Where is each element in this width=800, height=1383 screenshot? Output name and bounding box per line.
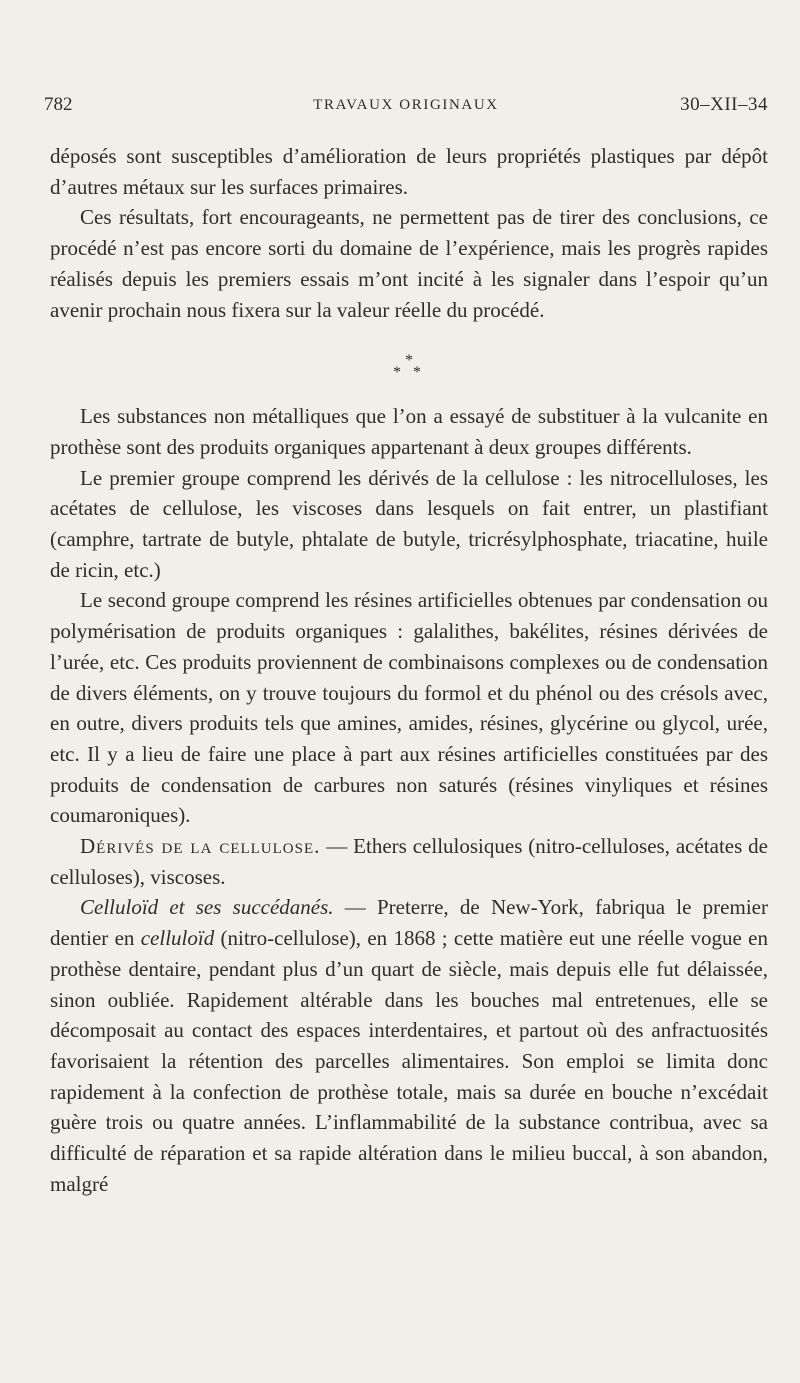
page-number: 782 [44, 94, 73, 115]
paragraph-7-text-b: (nitro-cellulose), en 1868 ; cette matière eut une réelle vogue en prothèse dentaire, pendant plus d’un quart de siècle, mais depuis elle fut délaissée, sinon oubliée. Rapidement altérable dans les bouches mal entretenues, elle se décomposait au contact des espaces interdentaires, et partout où des anfractuosités favorisaient la rétention des parcelles alimentaires. Son emploi se limita donc rapidement à la confection de prothèse totale, mais sa durée en bouche n’excédait guère trois ou quatre années. L’inflammabilité de la substance contribua, avec sa difficulté de réparation et sa rapide altération dans le milieu buccal, à son abandon, malgré [50, 926, 768, 1196]
paragraph-7-text-a: — Preterre, de New-York, fabriqua le premier dentier en [50, 895, 768, 951]
paragraph-3: Les substances non métalliques que l’on a essayé de substituer à la vulcanite en prothèse sont des produits organiques appartenant à deux groupes différents. [50, 404, 768, 459]
body-text [50, 141, 768, 1200]
paragraph-6 [50, 831, 768, 892]
paragraph-2: Ces résultats, fort encourageants, ne permettent pas de tirer des conclusions, ce procédé n’est pas encore sorti du domaine de l’expérience, mais les progrès rapides réalisés depuis les premiers essais m’ont incité à les signaler dans l’espoir qu’un avenir prochain nous fixera sur la valeur réelle du procédé. [50, 205, 768, 322]
asterism-top: * [405, 352, 413, 370]
running-title: TRAVAUX ORIGINAUX [313, 97, 499, 113]
section-heading-cellulose: Dérivés de la cellulose. [80, 834, 321, 859]
celluloid-term: celluloïd [140, 926, 215, 951]
running-header [44, 92, 768, 118]
paragraph-6-text: — Ethers cellulosiques (nitro-celluloses, acétates de celluloses), viscoses. [50, 834, 768, 889]
asterism-bottom: * * [393, 364, 425, 382]
paragraph-7 [50, 892, 768, 1199]
issue-date: 30–XII–34 [680, 94, 768, 115]
section-asterism [50, 325, 768, 401]
paragraph-1: déposés sont susceptibles d’amélioration de leurs propriétés plastiques par dépôt d’autres métaux sur les surfaces primaires. [50, 144, 768, 199]
paragraph-5: Le second groupe comprend les résines artificielles obtenues par condensation ou polymérisation de produits organiques : galalithes, bakélites, résines dérivées de l’urée, etc. Ces produits proviennent de combinaisons complexes ou de condensation de divers éléments, on y trouve toujours du formol et du phénol ou des crésols avec, en outre, divers produits tels que amines, amides, résines, glycérine ou glycol, urée, etc. Il y a lieu de faire une place à part aux résines artificielles constituées par des produits de condensation de carbures non saturés (résines vinyliques et résines coumaroniques). [50, 588, 768, 828]
section-heading-celluloid: Celluloïd et ses succédanés. [80, 895, 334, 920]
paragraph-4: Le premier groupe comprend les dérivés de la cellulose : les nitrocelluloses, les acétates de cellulose, les viscoses dans lesquels on fait entrer, un plastifiant (camphre, tartrate de butyle, phtalate de butyle, tricrésylphosphate, triacatine, huile de ricin, etc.) [50, 465, 768, 582]
